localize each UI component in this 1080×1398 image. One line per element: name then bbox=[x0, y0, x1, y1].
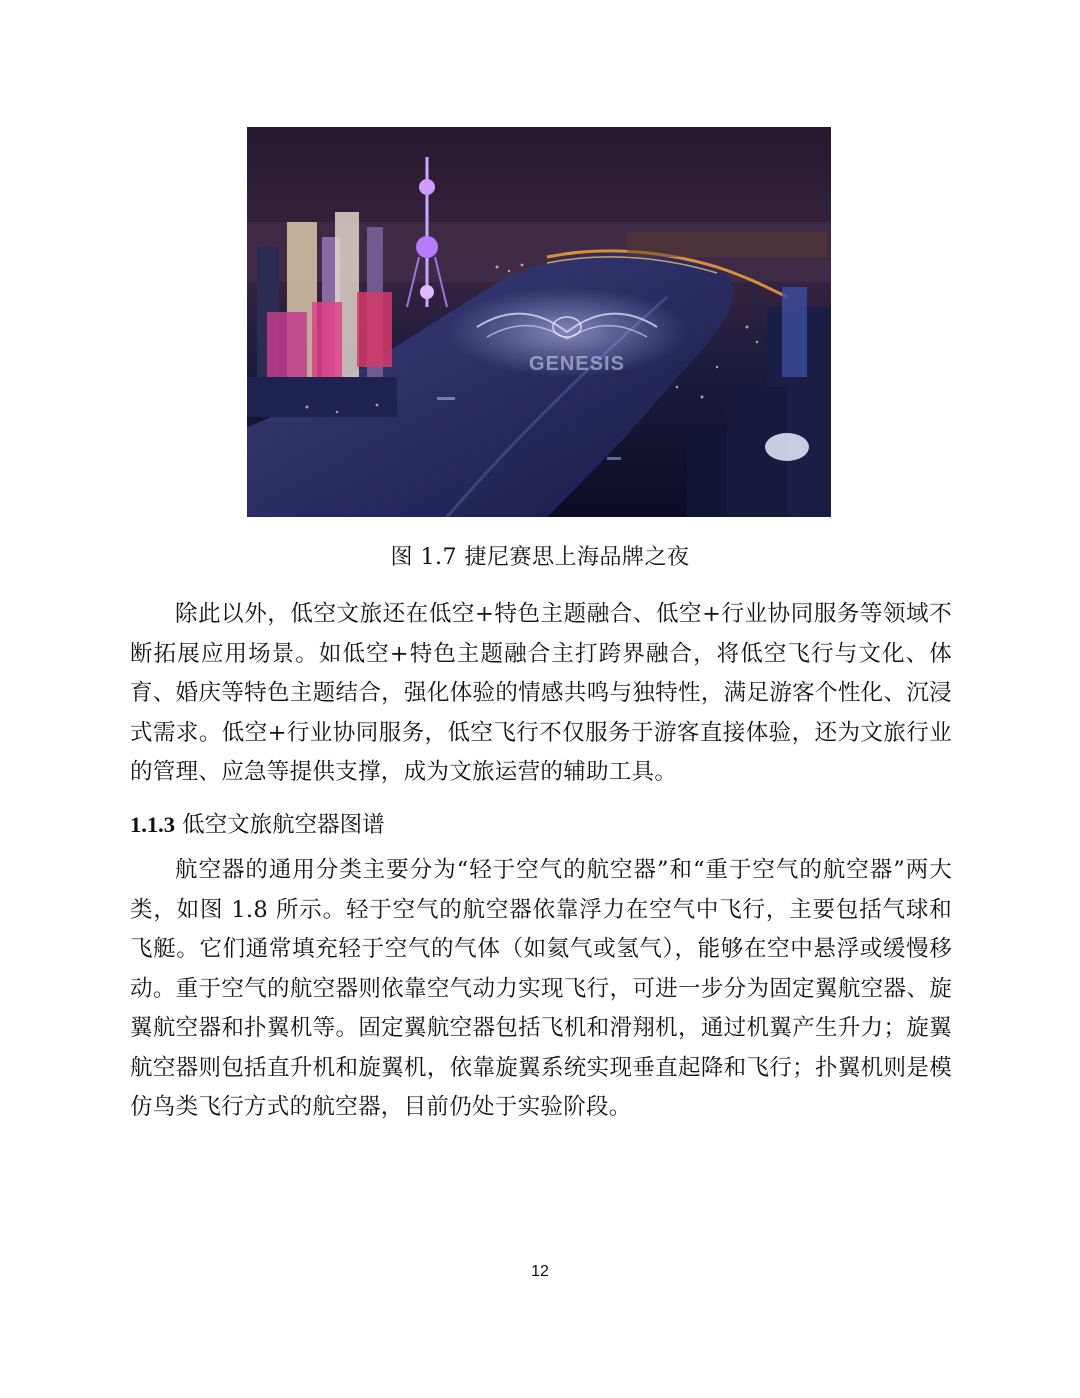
figure-caption: 图 1.7 捷尼赛思上海品牌之夜 bbox=[390, 545, 690, 570]
paragraph-low-altitude-tourism: 除此以外，低空文旅还在低空+特色主题融合、低空+行业协同服务等领域不断拓展应用场景。如低空+特色主题融合主打跨界融合，将低空飞行与文化、体育、婚庆等特色主题结合，强化体验的情感共鸣与独特性，满足游客个性化、沉浸式需求。低空+行业协同服务，低空飞行不仅服务于游客直接体验，还为文旅行业的管理、应急等提供支撑，成为文旅运营的辅助工具。 bbox=[130, 601, 952, 785]
page-number: 12 bbox=[531, 1263, 549, 1280]
section-title: 低空文旅航空器图谱 bbox=[182, 812, 385, 838]
paragraph-aircraft-classification: 航空器的通用分类主要分为“轻于空气的航空器”和“重于空气的航空器”两大类，如图 1.8 所示。轻于空气的航空器依靠浮力在空气中飞行，主要包括气球和飞艇。它们通常填充轻于空气的气体（如氦气或氢气），能够在空中悬浮或缓慢移动。重于空气的航空器则依靠空气动力实现飞行，可进一步分为固定翼航空器、旋翼航空器和扑翼机等。固定翼航空器包括飞机和滑翔机，通过机翼产生升力；旋翼航空器则包括直升机和旋翼机，依靠旋翼系统实现垂直起降和飞行；扑翼机则是模仿鸟类飞行方式的航空器，目前仍处于实验阶段。 bbox=[130, 857, 952, 1120]
section-number: 1.1.3 bbox=[130, 812, 175, 837]
shanghai-night-skyline-image bbox=[247, 127, 831, 517]
section-heading bbox=[130, 807, 385, 843]
night-city-photo bbox=[247, 127, 831, 517]
drone-show-logo-text: GENESIS bbox=[529, 353, 625, 375]
